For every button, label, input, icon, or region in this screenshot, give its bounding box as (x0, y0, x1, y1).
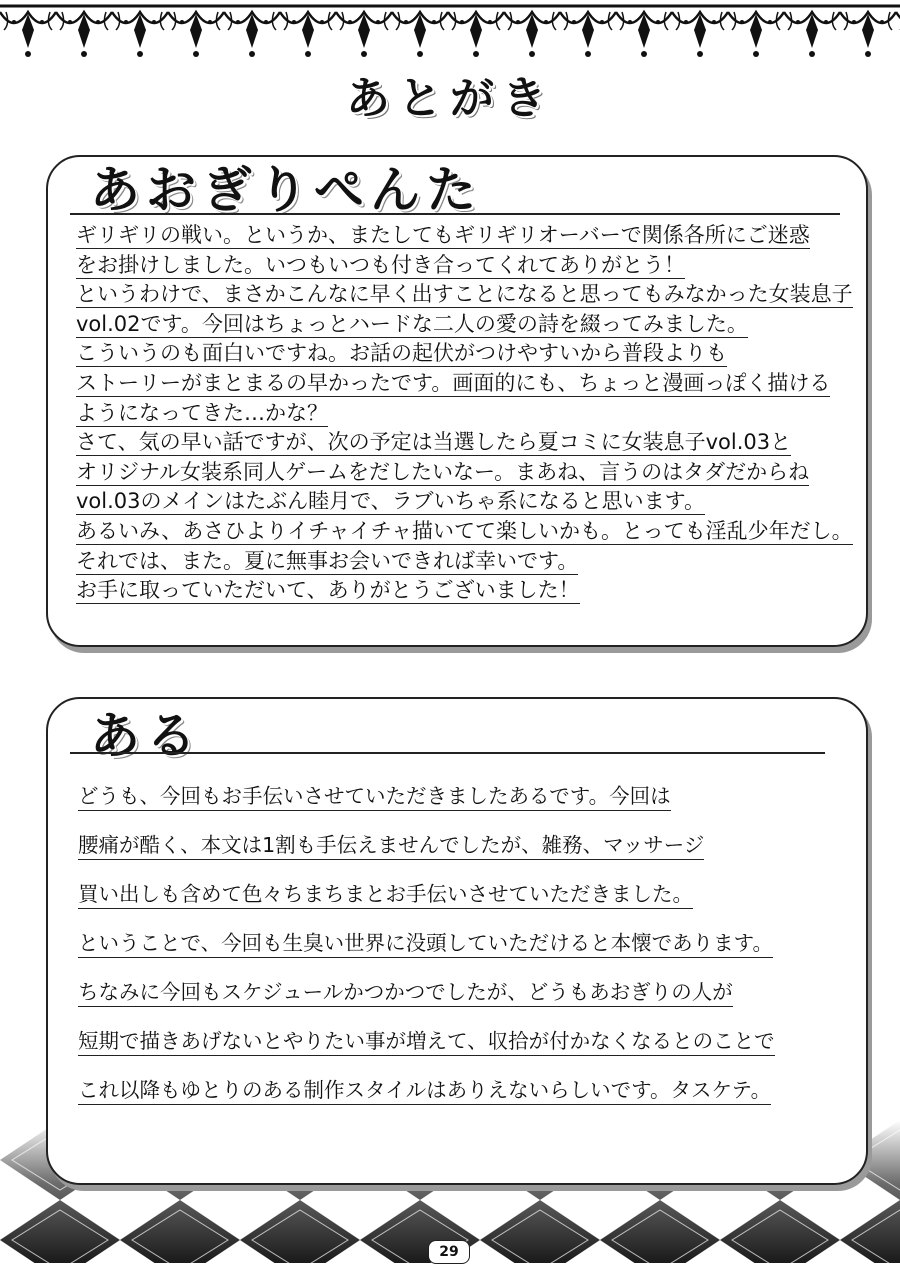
text-line: 腰痛が酷く、本文は1割も手伝えませんでしたが、雑務、マッサージ (78, 831, 868, 880)
text-line: こういうのも面白いですね。お話の起伏がつけやすいから普段よりも (76, 341, 727, 366)
section-heading-aru: ある (90, 707, 202, 765)
text-line: をお掛けしました。いつもいつも付き合ってくれてありがとう！ (76, 252, 685, 277)
heading-divider (70, 213, 840, 215)
section-heading-aogiri: あおぎりぺんた (90, 161, 482, 219)
text-line: これ以降もゆとりのある制作スタイルはありえないらしいです。タスケテ。 (78, 1076, 868, 1125)
text-line: ということで、今回も生臭い世界に没頭していただけると本懐であります。 (78, 929, 868, 978)
text-line: ギリギリの戦い。というか、またしてもギリギリオーバーで関係各所にご迷惑 (76, 223, 810, 247)
text-line: あるいみ、あさひよりイチャイチャ描いてて楽しいかも。とっても淫乱少年だし。 (76, 518, 853, 543)
afterword-text-aru (78, 782, 868, 1125)
ornamental-lace-border-icon (0, 0, 900, 64)
text-line: それでは、また。夏に無事お会いできれば幸いです。 (76, 548, 579, 573)
heading-divider (70, 752, 825, 754)
text-line: ストーリーがまとまるの早かったです。画面的にも、ちょっと漫画っぽく描ける (76, 370, 831, 395)
page-title: あとがき (346, 73, 554, 124)
text-line: というわけで、まさかこんなに早く出すことになると思ってもみなかった女装息子 (76, 282, 853, 307)
text-line: 買い出しも含めて色々ちまちまとお手伝いさせていただきました。 (78, 880, 868, 929)
text-line: vol.03のメインはたぶん睦月で、ラブいちゃ系になると思います。 (76, 489, 705, 514)
text-line: vol.02です。今回はちょっとハードな二人の愛の詩を綴ってみました。 (76, 311, 748, 336)
afterword-text-aogiri (76, 222, 866, 607)
text-line: ようになってきた…かな？ (76, 400, 328, 425)
page-number: 29 (428, 1240, 470, 1264)
text-line: オリジナル女装系同人ゲームをだしたいなー。まあね、言うのはタダだからね (76, 459, 810, 484)
text-line: お手に取っていただいて、ありがとうございました！ (76, 578, 580, 603)
text-line: さて、気の早い話ですが、次の予定は当選したら夏コミに女装息子vol.03と (76, 430, 792, 455)
text-line: ちなみに今回もスケジュールかつかつでしたが、どうもあおぎりの人が (78, 978, 868, 1027)
text-line: どうも、今回もお手伝いさせていただきましたあるです。今回は (78, 782, 868, 831)
text-line: 短期で描きあげないとやりたい事が増えて、収拾が付かなくなるとのことで (78, 1027, 868, 1076)
